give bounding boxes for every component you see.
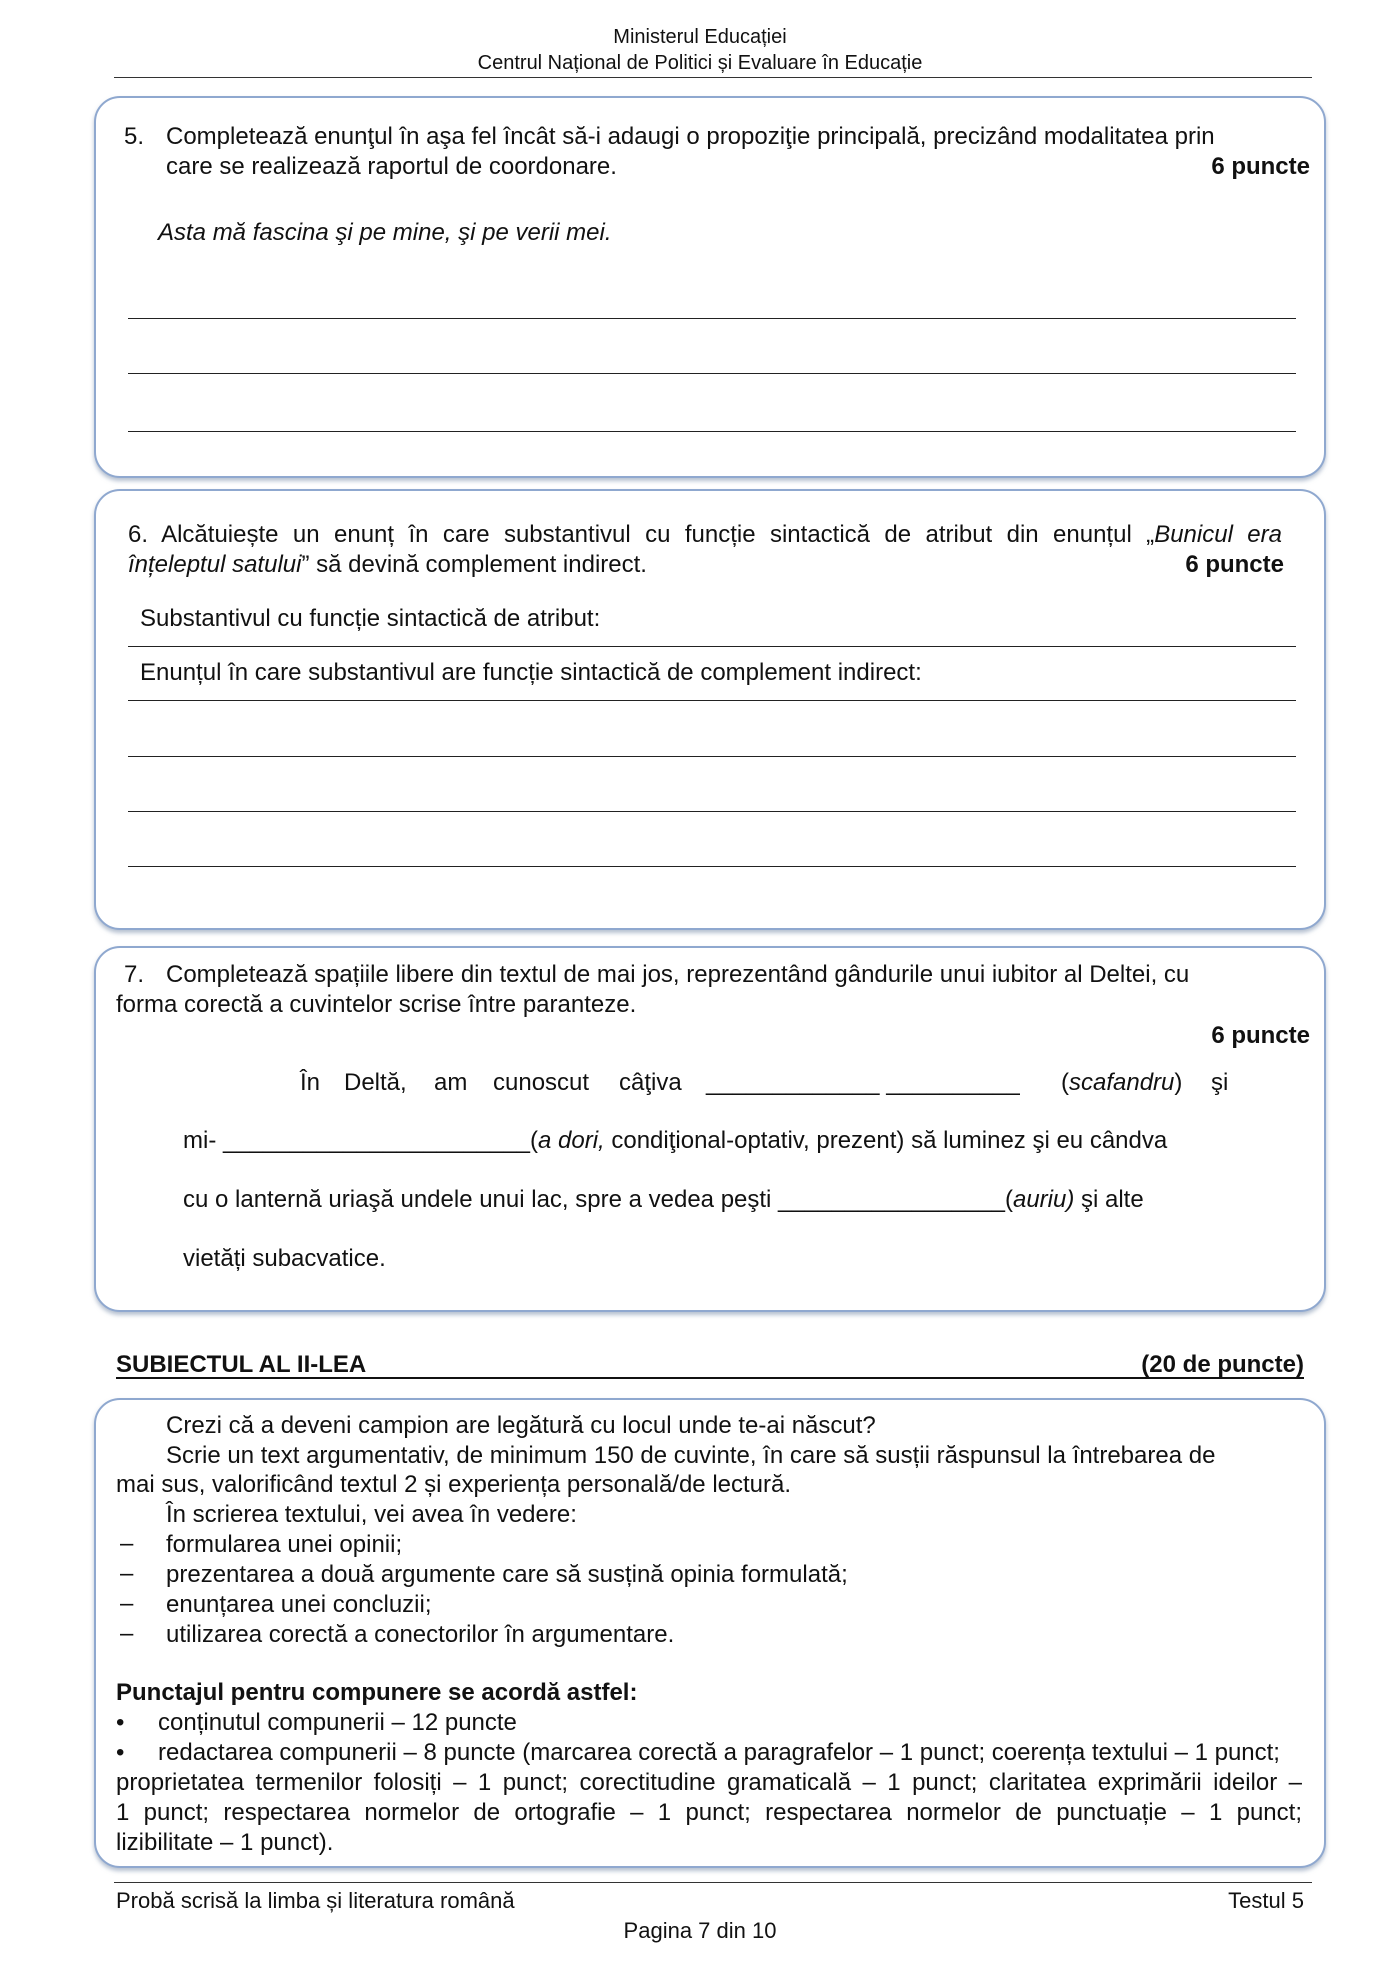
q7-number: 7.: [124, 961, 145, 988]
q6-points: 6 puncte: [1185, 551, 1284, 578]
q6-text-line2: înțeleptul satului” să devină complement indirect.: [128, 551, 647, 578]
q5-points: 6 puncte: [1211, 153, 1310, 180]
q7-line4: vietăți subacvatice.: [183, 1245, 386, 1272]
subject-2-underline: [116, 1377, 1304, 1379]
q5-number: 5.: [124, 123, 145, 150]
q7-word: În: [300, 1069, 321, 1096]
q5-text-line1: Completează enunţul în aşa fel încât să-i adaugi o propoziţie principală, precizând modalitatea prin: [166, 123, 1215, 150]
q5-answer-line[interactable]: [128, 431, 1296, 432]
subject-2-title: SUBIECTUL AL II-LEA: [116, 1351, 367, 1378]
q6-answer-line[interactable]: [128, 811, 1296, 812]
scoring-item: redactarea compunerii – 8 puncte (marcarea corectă a paragrafelor – 1 punct; coerența textului – 1 punct;: [158, 1739, 1280, 1766]
dash-marker: –: [120, 1620, 134, 1647]
q7-text-line2: forma corectă a cuvintelor scrise între paranteze.: [116, 991, 637, 1018]
header-ministry: Ministerul Educației: [613, 26, 787, 48]
q7-line2: mi- _______________________(a dori, condiţional-optativ, prezent) să luminez şi eu cândva: [183, 1127, 1168, 1154]
footer-page-number: Pagina 7 din 10: [623, 1918, 777, 1943]
q5-sentence: Asta mă fascina şi pe mine, şi pe verii mei.: [158, 219, 612, 246]
subject-2-instruction-line2: mai sus, valorificând textul 2 și experiența personală/de lectură.: [116, 1471, 792, 1498]
header-divider: [114, 77, 1312, 78]
footer-test-number: Testul 5: [1228, 1888, 1304, 1913]
scoring-item: conținutul compunerii – 12 puncte: [158, 1709, 517, 1736]
q6-answer-line[interactable]: [128, 700, 1296, 701]
q7-word: câţiva: [619, 1069, 682, 1096]
q6-text-line1: 6. Alcătuiește un enunț în care substantivul cu funcție sintactică de atribut din enunțul „Bunicul era: [128, 521, 1282, 548]
q6-answer-line[interactable]: [128, 866, 1296, 867]
footer-divider: [114, 1882, 1312, 1883]
q7-blank-auriu[interactable]: cu o lanternă uriaşă undele unui lac, spre a vedea peşti _________________(: [183, 1186, 1013, 1213]
scoring-title: Punctajul pentru compunere se acordă astfel:: [116, 1679, 638, 1706]
subject-2-points: (20 de puncte): [1141, 1351, 1304, 1378]
q6-label-indirect-object: Enunțul în care substantivul are funcție sintactică de complement indirect:: [140, 659, 922, 686]
q7-blank-a-dori[interactable]: mi- _______________________(: [183, 1127, 538, 1154]
q6-label-attribute: Substantivul cu funcție sintactică de atribut:: [140, 605, 601, 632]
subject-2-in-writing: În scrierea textului, vei avea în vedere:: [166, 1501, 577, 1528]
q6-answer-line[interactable]: [128, 646, 1296, 647]
q7-word: am: [434, 1069, 468, 1096]
dash-marker: –: [120, 1590, 134, 1617]
header-center: Centrul Național de Politici și Evaluare în Educație: [477, 52, 923, 74]
q5-text-line2: care se realizează raportul de coordonare.: [166, 153, 617, 180]
q6-answer-line[interactable]: [128, 756, 1296, 757]
q7-points: 6 puncte: [1211, 1022, 1310, 1049]
q7-line3: cu o lanternă uriaşă undele unui lac, spre a vedea peşti _________________(auriu) şi alte: [183, 1186, 1144, 1213]
criteria-item: utilizarea corectă a conectorilor în argumentare.: [166, 1621, 675, 1648]
q7-word: cunoscut: [493, 1069, 590, 1096]
criteria-item: prezentarea a două argumente care să susțină opinia formulată;: [166, 1561, 848, 1588]
bullet-marker: •: [116, 1739, 125, 1766]
bullet-marker: •: [116, 1709, 125, 1736]
q5-answer-line[interactable]: [128, 373, 1296, 374]
footer-exam-title: Probă scrisă la limba și literatura română: [116, 1888, 515, 1913]
q7-word: Deltă,: [344, 1069, 407, 1096]
criteria-item: formularea unei opinii;: [166, 1531, 403, 1558]
q7-word: şi: [1211, 1069, 1229, 1096]
q5-answer-line[interactable]: [128, 318, 1296, 319]
q7-text-line1: Completează spațiile libere din textul de mai jos, reprezentând gândurile unui iubitor al Deltei, cu: [166, 961, 1190, 988]
q7-paren-scafandru: (scafandru): [1061, 1069, 1183, 1096]
dash-marker: –: [120, 1560, 134, 1587]
scoring-item-continued: lizibilitate – 1 punct).: [116, 1829, 334, 1856]
criteria-item: enunțarea unei concluzii;: [166, 1591, 432, 1618]
dash-marker: –: [120, 1530, 134, 1557]
subject-2-question: Crezi că a deveni campion are legătură cu locul unde te-ai născut?: [166, 1412, 876, 1439]
scoring-item-continued: proprietatea termenilor folosiți – 1 punct; corectitudine gramaticală – 1 punct; claritatea exprimării ideilor –: [116, 1769, 1302, 1796]
subject-2-instruction-line1: Scrie un text argumentativ, de minimum 150 de cuvinte, în care să susții răspunsul la întrebarea de: [166, 1442, 1216, 1469]
scoring-item-continued: 1 punct; respectarea normelor de ortografie – 1 punct; respectarea normelor de punctuație – 1 punct;: [116, 1799, 1302, 1826]
q7-blank-scafandru[interactable]: _____________ __________: [706, 1069, 1020, 1096]
